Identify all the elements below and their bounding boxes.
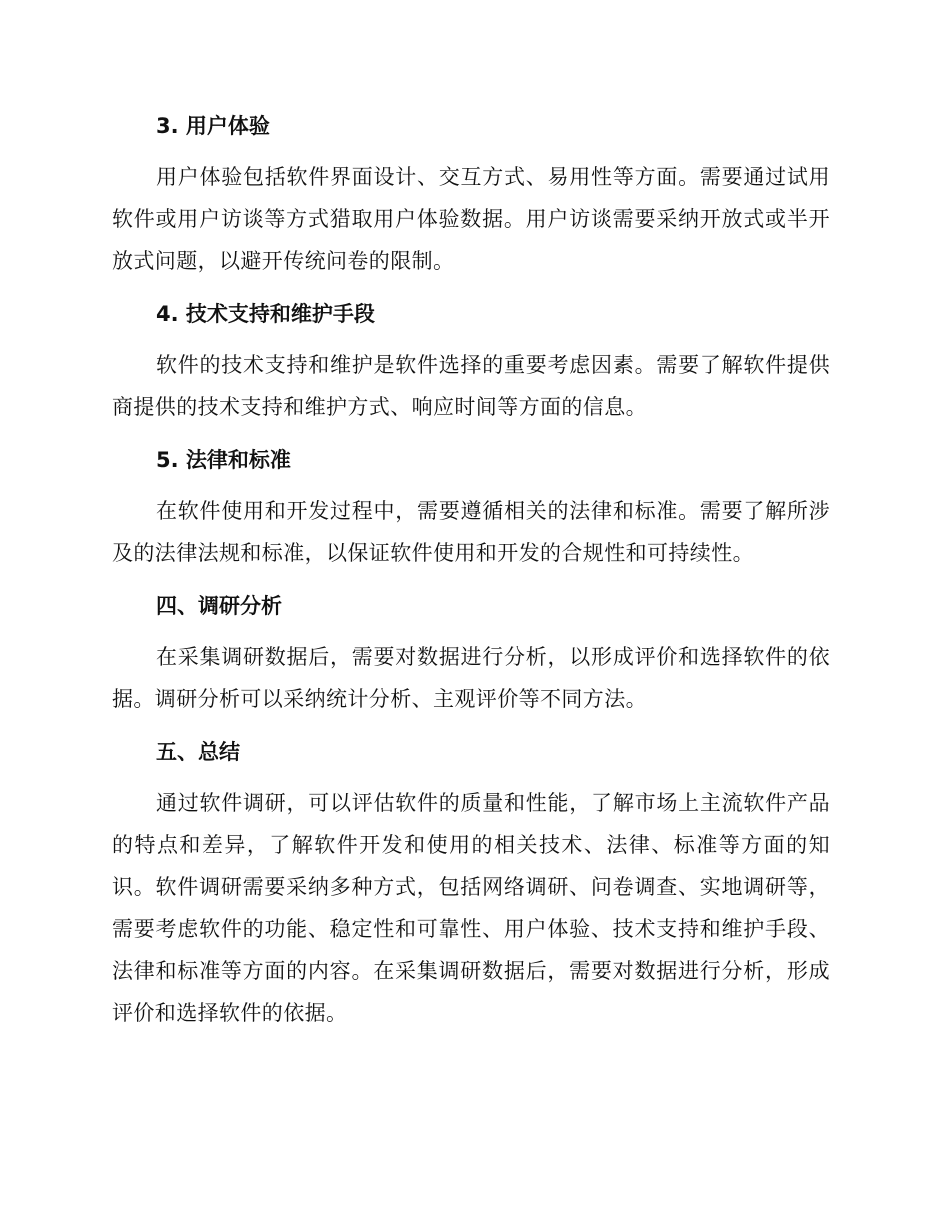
section-paragraph-user-experience: 用户体验包括软件界面设计、交互方式、易用性等方面。需要通过试用软件或用户访谈等方式猎取用户体验数据。用户访谈需要采纳开放式或半开放式问题，以避开传统问卷的限制。 [112, 165, 830, 273]
section-heading-research-analysis: 四、调研分析 [156, 594, 282, 618]
section-heading-user-experience: 3. 用户体验 [156, 114, 270, 138]
section-heading-tech-support: 4. 技术支持和维护手段 [156, 302, 375, 326]
section-paragraph-summary: 通过软件调研，可以评估软件的质量和性能，了解市场上主流软件产品的特点和差异，了解软件开发和使用的相关技术、法律、标准等方面的知识。软件调研需要采纳多种方式，包括网络调研、问卷调查、实地调研等，需要考虑软件的功能、稳定性和可靠性、用户体验、技术支持和维护手段、法律和标准等方面的内容。在采集调研数据后，需要对数据进行分析，形成评价和选择软件的依据。 [112, 791, 830, 1025]
section-paragraph-tech-support: 软件的技术支持和维护是软件选择的重要考虑因素。需要了解软件提供商提供的技术支持和维护方式、响应时间等方面的信息。 [112, 353, 830, 419]
section-paragraph-law-standards: 在软件使用和开发过程中，需要遵循相关的法律和标准。需要了解所涉及的法律法规和标准，以保证软件使用和开发的合规性和可持续性。 [112, 499, 830, 565]
document-body [112, 108, 830, 1048]
section-paragraph-research-analysis: 在采集调研数据后，需要对数据进行分析，以形成评价和选择软件的依据。调研分析可以采纳统计分析、主观评价等不同方法。 [112, 645, 830, 711]
section-heading-summary: 五、总结 [156, 740, 240, 764]
section-heading-law-standards: 5. 法律和标准 [156, 448, 291, 472]
